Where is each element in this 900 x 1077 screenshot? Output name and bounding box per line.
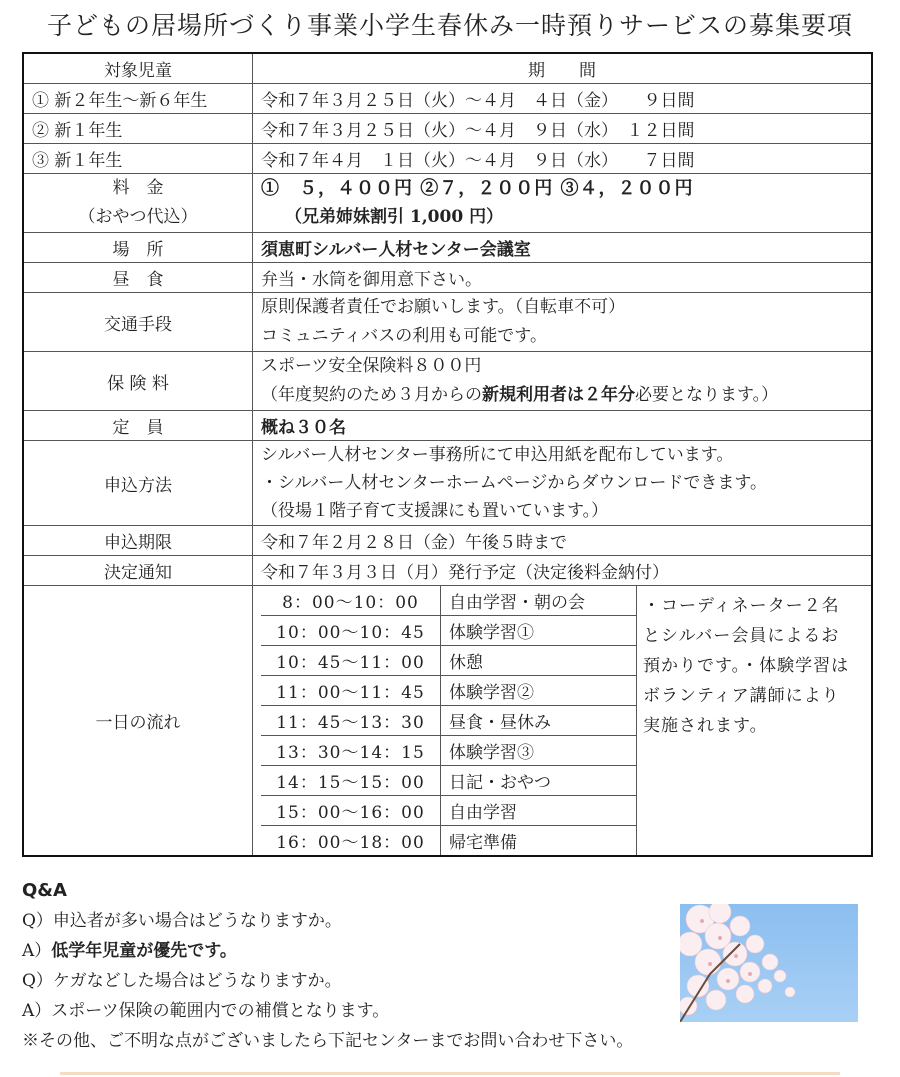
qa-note: ※その他、ご不明な点がございましたら下記センターまでお問い合わせ下さい。 [22,1031,634,1051]
recruitment-table [22,52,873,857]
schedule-time: 16：00～18：00 [261,826,441,856]
fee-value: ① ５，４００円 ②７，２００円 ③４，２００円 [261,178,694,199]
lunch-value: 弁当・水筒を御用意下さい。 [253,263,873,293]
insurance-label: 保 険 料 [23,352,253,411]
schedule-time: 10：00～10：45 [261,616,441,646]
insurance-line [261,381,863,410]
period-dates: 令和７年４月 １日（火）～４月 ９日（水） ７日間 [253,144,873,174]
fee-row [23,174,872,233]
transport-value [253,293,873,352]
apply-method-label: 申込方法 [23,441,253,526]
insurance-value [253,352,873,411]
schedule-note: ・コーディネーター２名とシルバー会員によるお預かりです。・体験学習はボランティア講師により実施されます。 [637,586,864,855]
lunch-label: 昼 食 [23,263,253,293]
schedule-time: 10：45～11：00 [261,646,441,676]
qa-answer [22,936,662,966]
transport-label: 交通手段 [23,293,253,352]
schedule-activity: 体験学習② [441,676,637,706]
cherry-blossom-photo [680,904,858,1022]
schedule-activity: 昼食・昼休み [441,706,637,736]
schedule-activity: 日記・おやつ [441,766,637,796]
qa-answer: A）スポーツ保険の範囲内での補償となります。 [22,1001,390,1021]
insurance-row [23,352,872,411]
schedule-label: 一日の流れ [23,586,253,857]
schedule-table [261,586,863,855]
schedule-activity: 休憩 [441,646,637,676]
schedule-row [23,586,872,857]
notice-label: 決定通知 [23,556,253,586]
target-header: 対象児童 [23,53,253,84]
schedule-time: 11：45～13：30 [261,706,441,736]
transport-row [23,293,872,352]
schedule-activity: 帰宅準備 [441,826,637,856]
insurance-note-pre: （年度契約のため３月からの [261,385,482,405]
period-dates: 令和７年３月２５日（火）～４月 ４日（金） ９日間 [253,84,873,114]
period-target: ② 新１年生 [23,114,253,144]
apply-method-line: （役場１階子育て支援課にも置いています。） [261,501,609,521]
schedule-time: 13：30～14：15 [261,736,441,766]
place-row [23,233,872,263]
schedule-time: 8：00～10：00 [261,586,441,616]
deadline-label: 申込期限 [23,526,253,556]
schedule-activity: 自由学習・朝の会 [441,586,637,616]
schedule-time: 11：00～11：45 [261,676,441,706]
place-label: 場 所 [23,233,253,263]
qa-heading: Q&A [22,880,67,901]
insurance-note-bold: 新規利用者は２年分 [482,385,635,405]
qa-question: Q）申込者が多い場合はどうなりますか。 [22,911,342,931]
capacity-label: 定 員 [23,411,253,441]
schedule-time: 14：15～15：00 [261,766,441,796]
schedule-time: 15：00～16：00 [261,796,441,826]
period-row [23,84,872,114]
fee-label-cell [23,174,253,233]
apply-method-line: ・シルバー人材センターホームページからダウンロードできます。 [261,473,768,493]
insurance-note-post: 必要となります。） [635,385,779,405]
transport-line: コミュニティバスの利用も可能です。 [261,326,547,346]
insurance-line: スポーツ安全保険料８００円 [261,356,482,376]
schedule-activity: 自由学習 [441,796,637,826]
apply-method-row [23,441,872,526]
qa-answer-prefix: A） [22,941,52,961]
footer-divider [60,1072,840,1075]
fee-label: 料 金 [112,178,164,198]
notice-value: 令和７年３月３日（月）発行予定（決定後料金納付） [253,556,873,586]
fee-value-cell [253,174,873,233]
apply-method-line: シルバー人材センター事務所にて申込用紙を配布しています。 [261,445,734,465]
qa-question: Q）ケガなどした場合はどうなりますか。 [22,971,342,991]
notice-row [23,556,872,586]
page-title: 子どもの居場所づくり事業小学生春休み一時預りサービスの募集要項 [46,11,853,40]
qa-answer-bold: 低学年児童が優先です。 [51,941,237,961]
schedule-cell [253,586,873,857]
period-target: ① 新２年生～新６年生 [23,84,253,114]
deadline-row [23,526,872,556]
schedule-activity: 体験学習① [441,616,637,646]
table-header-row [23,53,872,84]
schedule-item [261,586,863,616]
capacity-value: 概ね３０名 [253,411,873,441]
deadline-value: 令和７年２月２８日（金）午後５時まで [253,526,873,556]
period-target: ③ 新１年生 [23,144,253,174]
transport-line: 原則保護者責任でお願いします。（自転車不可） [261,297,626,317]
qa-section [22,876,662,1056]
period-header: 期 間 [253,53,873,84]
schedule-activity: 体験学習③ [441,736,637,766]
capacity-row [23,411,872,441]
fee-sublabel: （おやつ代込） [78,207,198,227]
fee-note: （兄弟姉妹割引 1,000 円） [285,207,504,227]
apply-method-value [253,441,873,526]
lunch-row [23,263,872,293]
place-value: 須恵町シルバー人材センター会議室 [253,233,873,263]
cherry-blossom-illustration [680,904,858,1022]
period-row [23,114,872,144]
period-row [23,144,872,174]
period-dates: 令和７年３月２５日（火）～４月 ９日（水） １２日間 [253,114,873,144]
